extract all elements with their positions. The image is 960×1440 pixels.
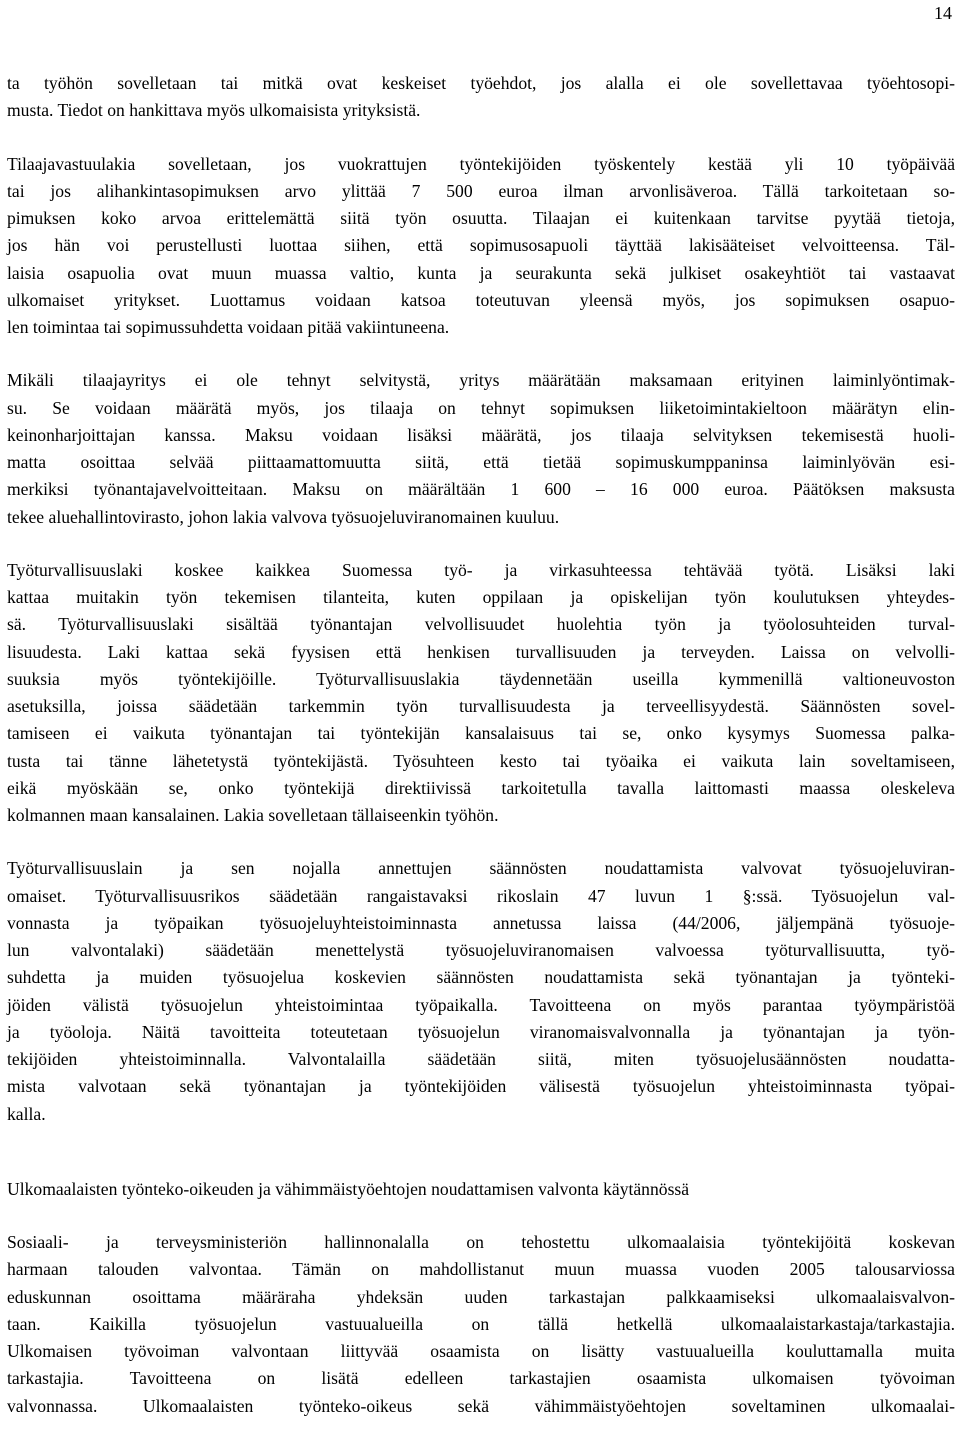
text-line: jos hän voi perustellusti luottaa siihen, että sopimusosapuoli täyttää lakisääteiset velvoitteensa. Täl-: [7, 235, 955, 256]
text-line: kalla.: [7, 1103, 46, 1124]
paragraph-3: [7, 367, 955, 531]
text-line: lun valvontalaki) säädetään menettelystä työsuojeluviranomaisen valvoessa työturvallisuutta, työ-: [7, 940, 955, 960]
text-line: suuksia myös työntekijöille. Työturvallisuuslakia täydennetään useilla kymmenillä valtioneuvoston: [7, 668, 955, 689]
text-line: asetuksilla, joissa säädetään tarkemmin työn turvallisuudesta ja terveellisyydestä. Säännösten sovel-: [7, 696, 955, 716]
paragraph-2: [7, 151, 955, 342]
text-line: ja työoloja. Näitä tavoitteita toteutetaan työsuojelun viranomaisvalvonnalla ja työnantajan ja työn-: [7, 1021, 955, 1042]
text-line: kattaa muitakin työn tekemisen tilanteita, kuten oppilaan ja opiskelijan työn koulutuksen yhteydes-: [7, 587, 955, 607]
text-line: suhdetta ja muiden työsuojelua koskevien säännösten noudattamista sekä työnantajan ja työnteki-: [7, 967, 955, 988]
document-body: [7, 70, 955, 1420]
text-line: len toimintaa tai sopimussuhdetta voidaan pitää vakiintuneena.: [7, 317, 450, 337]
text-line: Työturvallisuuslaki koskee kaikkea Suomessa työ- ja virkasuhteessa tehtävää työtä. Lisäksi laki: [7, 559, 955, 580]
text-line: kolmannen maan kansalainen. Lakia sovelletaan tällaiseenkin työhön.: [7, 805, 499, 825]
text-line: Sosiaali- ja terveysministeriön hallinnonalalla on tehostettu ulkomaalaisia työntekijöitä koskevan: [7, 1232, 955, 1252]
text-line: laisia osapuolia ovat muun muassa valtio, kunta ja seurakunta sekä julkiset osakeyhtiöt tai vastaavat: [7, 262, 955, 283]
paragraph-4: [7, 557, 955, 830]
text-line: eikä myöskään se, onko työntekijä direktiivissä tarkoitetulla tavalla laittomasti maassa oleskeleva: [7, 777, 955, 798]
text-line: ulkomaiset yritykset. Luottamus voidaan katsoa toteutuvan yleensä myös, jos sopimuksen osapuo-: [7, 289, 955, 310]
section-heading-text: Ulkomaalaisten työnteko-oikeuden ja vähimmäistyöehtojen noudattamisen valvonta käytännössä: [7, 1178, 690, 1199]
text-line: valvonnassa. Ulkomaalaisten työnteko-oikeus sekä vähimmäistyöehtojen soveltaminen ulkomaalai-: [7, 1395, 955, 1416]
text-line: tarkastajia. Tavoitteena on lisätä edelleen tarkastajien osaamista ulkomaisen työvoiman: [7, 1368, 955, 1389]
text-line: ta työhön sovelletaan tai mitkä ovat keskeiset työehdot, jos alalla ei ole sovellettavaa työehtosopi-: [7, 73, 955, 93]
paragraph-1: [7, 70, 955, 125]
text-line: vonnasta ja työpaikan työsuojeluyhteistoiminnasta annetussa laissa (44/2006, jäljempänä työsuoje-: [7, 912, 955, 933]
text-line: musta. Tiedot on hankittava myös ulkomaisista yrityksistä.: [7, 100, 421, 121]
text-line: Ulkomaisen työvoiman valvontaan liittyvää osaamista on lisätty vastuualueilla kouluttamalla muita: [7, 1341, 955, 1361]
text-line: tamiseen ei vaikuta työnantajan tai työntekijän kansalaisuus tai se, onko kysymys Suomessa palka-: [7, 723, 955, 744]
text-line: tusta tai tänne lähetetystä työntekijästä. Työsuhteen kesto tai työaika ei vaikuta lain soveltamiseen,: [7, 750, 955, 771]
text-line: merkiksi työnantajavelvoitteitaan. Maksu on määrältään 1 600 – 16 000 euroa. Päätöksen maksusta: [7, 479, 955, 500]
text-line: Tilaajavastuulakia sovelletaan, jos vuokrattujen työntekijöiden työskentely kestää yli 10 työpäivää: [7, 153, 955, 174]
page-number: 14: [934, 3, 952, 23]
text-line: tekee aluehallintovirasto, johon lakia valvova työsuojeluviranomainen kuuluu.: [7, 506, 560, 527]
text-line: eduskunnan osoittama määräraha yhdeksän uuden tarkastajan palkkaamiseksi ulkomaalaisvalvon-: [7, 1286, 955, 1307]
text-line: Työturvallisuuslain ja sen nojalla annettujen säännösten noudattamista valvovat työsuojeluviran-: [7, 858, 955, 879]
paragraph-6: [7, 1229, 955, 1420]
paragraph-5: [7, 855, 955, 1128]
text-line: omaiset. Työturvallisuusrikos säädetään rangaistavaksi rikoslain 47 luvun 1 §:ssä. Työsuojelun val-: [7, 885, 955, 906]
text-line: mista valvotaan sekä työnantajan ja työntekijöiden välisestä työsuojelun yhteistoiminnasta työpai-: [7, 1076, 955, 1097]
text-line: jöiden välistä työsuojelun yhteistoimintaa työpaikalla. Tavoitteena on myös parantaa työympäristöä: [7, 994, 955, 1015]
text-line: taan. Kaikilla työsuojelun vastuualueilla on tällä hetkellä ulkomaalaistarkastaja/tarkastajia.: [7, 1313, 955, 1334]
text-line: tai jos alihankintasopimuksen arvo ylittää 7 500 euroa ilman arvonlisäveroa. Tällä tarkoitetaan so-: [7, 180, 955, 201]
text-line: tekijöiden yhteistoiminnalla. Valvontalailla säädetään siitä, miten työsuojelusäännösten noudatta-: [7, 1049, 955, 1069]
text-line: keinonharjoittajan kanssa. Maksu voidaan lisäksi määrätä, jos tilaaja selvityksen tekemisestä huoli-: [7, 424, 955, 445]
text-line: harmaan talouden valvontaa. Tämän on mahdollistanut muun muassa vuoden 2005 talousarviossa: [7, 1259, 955, 1280]
text-line: matta osoittaa selvää piittaamattomuutta siitä, että tietää sopimuskumppaninsa laiminlyövän esi-: [7, 452, 955, 472]
text-line: pimuksen koko arvoa erittelemättä siitä työn osuutta. Tilaajan ei kuitenkaan tarvitse pyytää tietoja,: [7, 208, 955, 228]
section-heading: [7, 1176, 955, 1203]
text-line: Mikäli tilaajayritys ei ole tehnyt selvitystä, yritys määrätään maksamaan erityinen laiminlyöntimak-: [7, 370, 955, 391]
text-line: su. Se voidaan määrätä myös, jos tilaaja on tehnyt sopimuksen liiketoimintakieltoon määrätyn elin-: [7, 397, 955, 418]
text-line: sä. Työturvallisuuslaki sisältää työnantajan velvollisuudet huolehtia työn ja työolosuhteiden turval-: [7, 614, 955, 635]
text-line: lisuudesta. Laki kattaa sekä fyysisen että henkisen turvallisuuden ja terveyden. Laissa on velvolli-: [7, 641, 955, 662]
